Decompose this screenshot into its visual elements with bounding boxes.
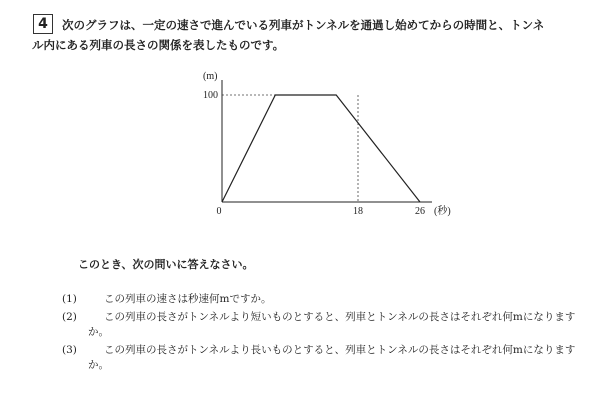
data-line	[222, 95, 420, 202]
question-3	[62, 343, 582, 373]
question-list	[62, 292, 582, 376]
x-tick-0: 0	[216, 206, 222, 217]
question-3-number: (3)	[62, 344, 77, 356]
question-1	[62, 292, 582, 307]
problem-number: 4	[33, 14, 53, 34]
y-tick-100: 100	[203, 90, 218, 101]
question-2-text: この列車の長さがトンネルより短いものとすると、列車とトンネルの長さはそれぞれ何mになりますか。	[88, 311, 576, 338]
problem-statement-line-2: ル内にある列車の長さの関係を表したものです。	[32, 38, 285, 52]
question-1-text: この列車の速さは秒速何mですか。	[104, 293, 272, 305]
instruction: このとき、次の問いに答えなさい。	[78, 258, 254, 271]
y-unit-label: (m)	[203, 71, 218, 82]
x-tick-18: 18	[353, 206, 363, 217]
question-3-text: この列車の長さがトンネルより長いものとすると、列車とトンネルの長さはそれぞれ何mになりますか。	[88, 344, 576, 371]
question-2	[62, 310, 582, 340]
question-2-number: (2)	[62, 311, 77, 323]
x-unit-label: (秒)	[434, 206, 451, 217]
problem-statement-line-1: 次のグラフは、一定の速さで進んでいる列車がトンネルを通過し始めてからの時間と、トンネ	[62, 18, 545, 32]
x-tick-26: 26	[415, 206, 425, 217]
question-1-number: (1)	[62, 293, 77, 305]
